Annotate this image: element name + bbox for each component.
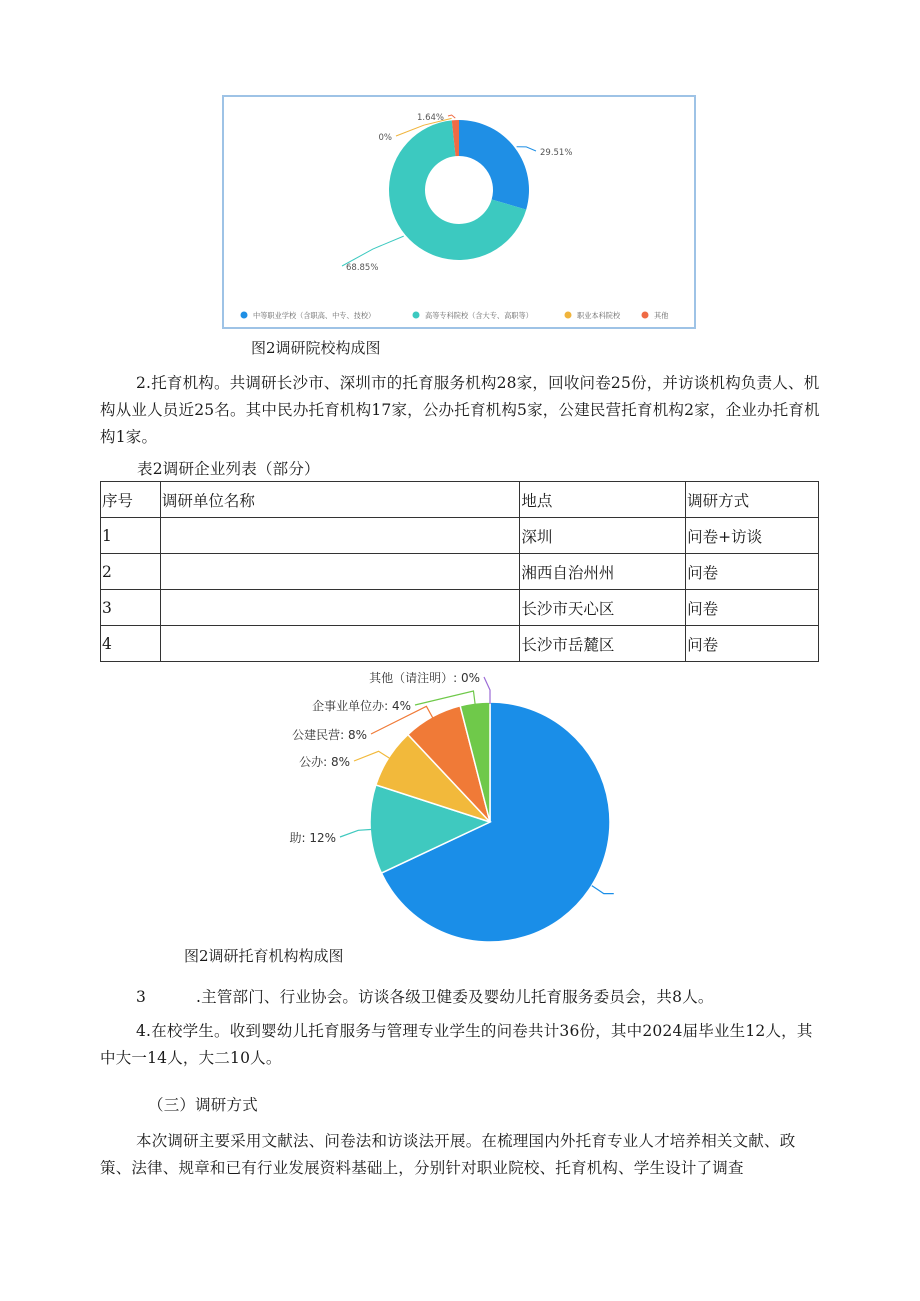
section-heading: （三）调研方式 — [148, 1096, 258, 1114]
table-cell: 长沙市岳麓区 — [520, 626, 686, 662]
paragraph-authorities: .主管部门、行业协会。访谈各级卫健委及婴幼儿托育服务委员会，共8人。 — [196, 988, 714, 1006]
donut-data-label: 29.51% — [540, 148, 573, 158]
donut-slice — [459, 120, 529, 210]
school-composition-chart — [222, 95, 696, 329]
table-cell: 问卷 — [686, 626, 819, 662]
table-cell — [160, 626, 519, 662]
table-row — [101, 626, 819, 662]
leader-line — [484, 677, 490, 704]
survey-enterprise-table — [100, 481, 819, 662]
pie-data-label: 公办: 8% — [299, 755, 350, 769]
legend-label: 高等专科院校（含大专、高职等） — [425, 311, 533, 320]
table-cell: 问卷+访谈 — [686, 518, 819, 554]
table-cell — [160, 554, 519, 590]
pie-data-label: 企事业单位办: 4% — [312, 699, 411, 713]
paragraph-methods: 本次调研主要采用文献法、问卷法和访谈法开展。在梳理国内外托育专业人才培养相关文献、政策、法律、规章和已有行业发展资料基础上，分别针对职业院校、托育机构、学生设计了调查 — [100, 1132, 796, 1177]
table-cell: 问卷 — [686, 554, 819, 590]
table-cell: 问卷 — [686, 590, 819, 626]
legend-label: 中等职业学校（含职高、中专、技校） — [253, 311, 376, 320]
legend-label: 其他 — [654, 311, 669, 320]
donut-data-label: 68.85% — [346, 263, 379, 273]
table-row — [101, 518, 819, 554]
paragraph-number: 3 — [136, 988, 147, 1006]
fig1-caption: 图2调研院校构成图 — [251, 339, 381, 357]
table-caption: 表2调研企业列表（部分） — [137, 460, 320, 478]
table-header-cell: 调研单位名称 — [160, 482, 519, 518]
table-header-cell: 调研方式 — [686, 482, 819, 518]
paragraph-students: 4.在校学生。收到婴幼儿托育服务与管理专业学生的问卷共计36份，其中2024届毕业生12人，其中大一14人，大二10人。 — [100, 1022, 813, 1067]
pie-data-label: 公建民营: 8% — [292, 728, 367, 742]
table-cell: 湘西自治州州 — [520, 554, 686, 590]
legend-item — [413, 311, 533, 320]
table-cell: 3 — [101, 590, 161, 626]
leader-line — [354, 751, 390, 761]
donut-data-label: 0% — [378, 133, 392, 143]
leader-line — [415, 691, 475, 705]
table-header-cell: 序号 — [101, 482, 161, 518]
table-cell — [160, 590, 519, 626]
table-header-row — [101, 482, 819, 518]
childcare-institution-pie-chart — [270, 668, 650, 946]
table-cell: 长沙市天心区 — [520, 590, 686, 626]
legend-item — [565, 311, 621, 320]
leader-line — [592, 886, 614, 894]
table-row — [101, 554, 819, 590]
donut-chart — [224, 97, 694, 327]
legend-label: 职业本科院校 — [577, 311, 621, 320]
legend-item — [642, 311, 669, 320]
paragraph-childcare-institutions: 2.托育机构。共调研长沙市、深圳市的托育服务机构28家，回收问卷25份，并访谈机构负责人、机构从业人员近25名。其中民办托育机构17家，公办托育机构5家，公建民营托育机构2家，企业办托育机构1家。 — [100, 374, 820, 446]
legend-item — [241, 311, 376, 320]
table-header-cell: 地点 — [520, 482, 686, 518]
leader-line — [517, 147, 536, 151]
pie-data-label: 助: 12% — [289, 831, 336, 845]
leader-line — [342, 236, 404, 266]
table-cell — [160, 518, 519, 554]
table-cell: 深圳 — [520, 518, 686, 554]
table-cell: 1 — [101, 518, 161, 554]
table-cell: 2 — [101, 554, 161, 590]
pie-data-label: 其他（请注明）: 0% — [369, 671, 480, 685]
leader-line — [340, 829, 372, 837]
donut-data-label: 1.64% — [416, 113, 444, 123]
table-cell: 4 — [101, 626, 161, 662]
leader-line — [448, 115, 455, 118]
fig2-caption: 图2调研托育机构构成图 — [184, 947, 344, 965]
table-row — [101, 590, 819, 626]
